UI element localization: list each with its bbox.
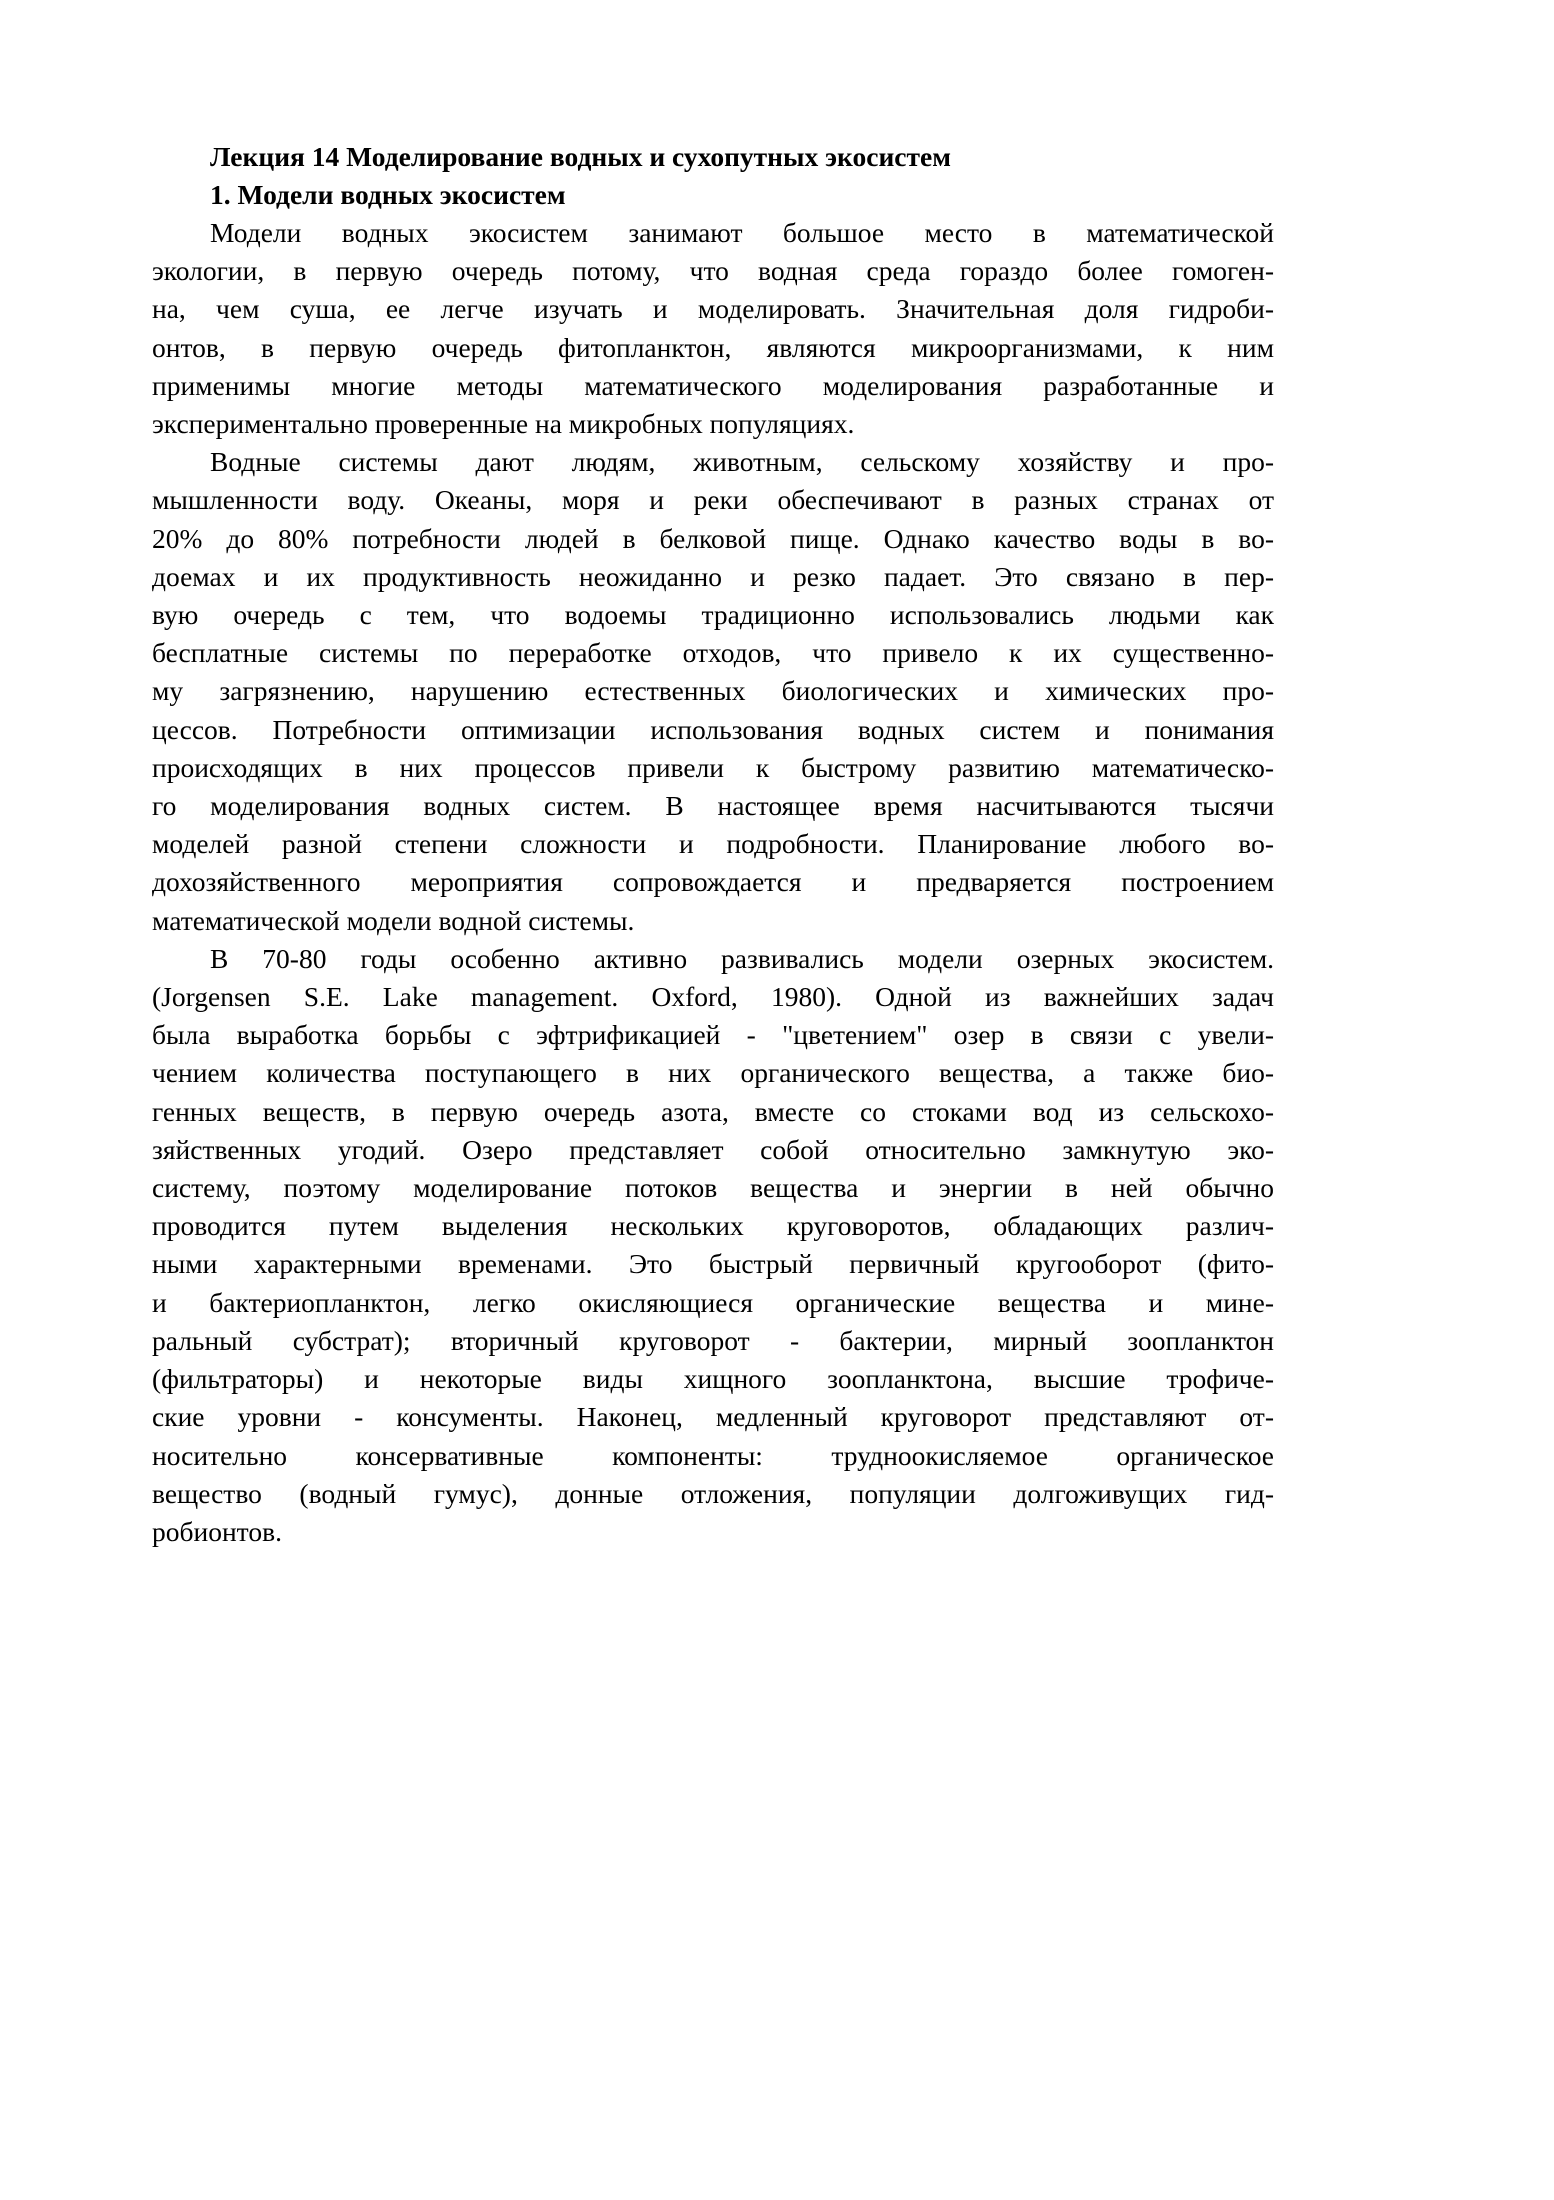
text-line: применимы многие методы математического моделирования разработанные и <box>152 369 1274 401</box>
text-line: вещество (водный гумус), донные отложения, популяции долгоживущих гид- <box>152 1477 1274 1509</box>
text-line: генных веществ, в первую очередь азота, вместе со стоками вод из сельскохо- <box>152 1095 1274 1127</box>
text-line: была выработка борьбы с эфтрификацией - "цветением" озер в связи с увели- <box>152 1019 1274 1051</box>
text-line: му загрязнению, нарушению естественных биологических и химических про- <box>152 675 1274 707</box>
text-line: на, чем суша, ее легче изучать и моделировать. Значительная доля гидроби- <box>152 293 1274 325</box>
text-line: цессов. Потребности оптимизации использования водных систем и понимания <box>152 713 1274 745</box>
paragraph-3 <box>152 940 1274 1551</box>
text-line: онтов, в первую очередь фитопланктон, являются микроорганизмами, к ним <box>152 331 1274 363</box>
text-line: (фильтраторы) и некоторые виды хищного зоопланктона, высшие трофиче- <box>152 1363 1274 1395</box>
text-line: чением количества поступающего в них органического вещества, а также био- <box>152 1057 1274 1089</box>
text-line: 20% до 80% потребности людей в белковой пище. Однако качество воды в во- <box>152 522 1274 554</box>
text-line: Модели водных экосистем занимают большое место в математической <box>210 217 1274 248</box>
text-line: экологии, в первую очередь потому, что водная среда гораздо более гомоген- <box>152 255 1274 287</box>
document-title: Лекция 14 Моделирование водных и сухопутных экосистем <box>210 141 951 172</box>
text-line: носительно консервативные компоненты: трудноокисляемое органическое <box>152 1439 1274 1471</box>
document-body <box>152 138 1274 1551</box>
text-line: ские уровни - консументы. Наконец, медленный круговорот представляют от- <box>152 1401 1274 1433</box>
text-line: ральный субстрат); вторичный круговорот - бактерии, мирный зоопланктон <box>152 1324 1274 1356</box>
text-line: зяйственных угодий. Озеро представляет собой относительно замкнутую эко- <box>152 1133 1274 1165</box>
text-line: го моделирования водных систем. В настоящее время насчитываются тысячи <box>152 790 1274 822</box>
text-line: моделей разной степени сложности и подробности. Планирование любого во- <box>152 828 1274 860</box>
text-line: (Jorgensen S.E. Lake management. Oxford, 1980). Одной из важнейших задач <box>152 981 1274 1013</box>
text-line: и бактериопланктон, легко окисляющиеся органические вещества и мине- <box>152 1286 1274 1318</box>
text-line: математической модели водной системы. <box>152 904 635 936</box>
text-line: робионтов. <box>152 1515 282 1547</box>
paragraph-2 <box>152 443 1274 940</box>
text-line: вую очередь с тем, что водоемы традиционно использовались людьми как <box>152 599 1274 631</box>
text-line: происходящих в них процессов привели к быстрому развитию математическо- <box>152 751 1274 783</box>
text-line: Водные системы дают людям, животным, сельскому хозяйству и про- <box>210 446 1274 478</box>
text-line: дохозяйственного мероприятия сопровождается и предваряется построением <box>152 866 1274 898</box>
text-line: мышленности воду. Океаны, моря и реки обеспечивают в разных странах от <box>152 484 1274 516</box>
paragraph-1 <box>152 214 1274 443</box>
text-line: бесплатные системы по переработке отходов, что привело к их существенно- <box>152 637 1274 669</box>
section-heading: 1. Модели водных экосистем <box>210 179 566 210</box>
text-line: ными характерными временами. Это быстрый первичный кругооборот (фито- <box>152 1248 1274 1280</box>
text-line: доемах и их продуктивность неожиданно и резко падает. Это связано в пер- <box>152 560 1274 592</box>
text-line: проводится путем выделения нескольких круговоротов, обладающих различ- <box>152 1210 1274 1242</box>
text-line: систему, поэтому моделирование потоков вещества и энергии в ней обычно <box>152 1172 1274 1204</box>
text-line: В 70-80 годы особенно активно развивались модели озерных экосистем. <box>210 942 1274 974</box>
text-line: экспериментально проверенные на микробных популяциях. <box>152 408 855 440</box>
